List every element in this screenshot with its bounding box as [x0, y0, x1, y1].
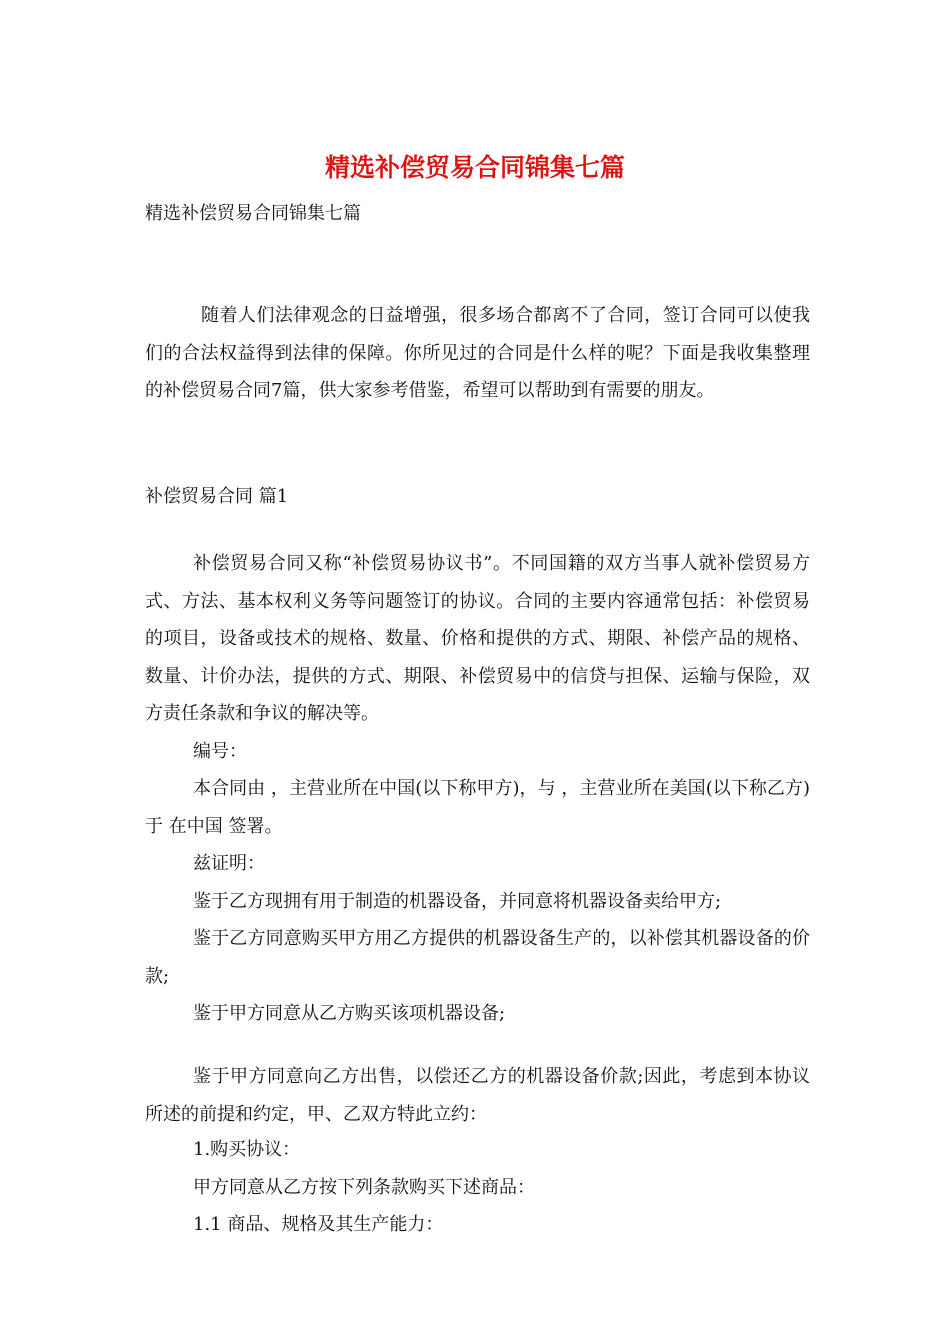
document-title: 精选补偿贸易合同锦集七篇 [324, 153, 625, 182]
clause-1-heading: 1.购买协议： [193, 1139, 301, 1160]
document-subtitle: 精选补偿贸易合同锦集七篇 [145, 203, 361, 224]
whereas-clause-4: 鉴于甲方同意向乙方出售，以偿还乙方的机器设备价款;因此，考虑到本协议所述的前提和约定，甲、乙双方特此立约： [145, 1066, 810, 1125]
parties-paragraph: 本合同由 ，主营业所在中国(以下称甲方)，与 ，主营业所在美国(以下称乙方)于 在中国 签署。 [145, 778, 810, 837]
clause-1-text: 甲方同意从乙方按下列条款购买下述商品： [193, 1177, 535, 1198]
whereas-clause-3: 鉴于甲方同意从乙方购买该项机器设备; [193, 1003, 506, 1024]
contract-number-label: 编号： [193, 741, 247, 762]
section-heading: 补偿贸易合同 篇1 [145, 486, 289, 507]
clause-1-1-heading: 1.1 商品、规格及其生产能力： [193, 1214, 444, 1235]
witness-line: 兹证明： [193, 853, 265, 874]
intro-paragraph: 随着人们法律观念的日益增强，很多场合都离不了合同，签订合同可以使我们的合法权益得到法律的保障。你所见过的合同是什么样的呢？下面是我收集整理的补偿贸易合同7篇，供大家参考借鉴，希望可以帮助到有需要的朋友。 [145, 305, 810, 401]
whereas-clause-2: 鉴于乙方同意购买甲方用乙方提供的机器设备生产的，以补偿其机器设备的价款; [145, 928, 810, 987]
whereas-clause-1: 鉴于乙方现拥有用于制造的机器设备，并同意将机器设备卖给甲方; [193, 891, 722, 912]
definition-paragraph: 补偿贸易合同又称“补偿贸易协议书”。不同国籍的双方当事人就补偿贸易方式、方法、基本权利义务等问题签订的协议。合同的主要内容通常包括：补偿贸易的项目，设备或技术的规格、数量、价格和提供的方式、期限、补偿产品的规格、数量、计价办法，提供的方式、期限、补偿贸易中的信贷与担保、运输与保险，双方责任条款和争议的解决等。 [145, 553, 810, 724]
